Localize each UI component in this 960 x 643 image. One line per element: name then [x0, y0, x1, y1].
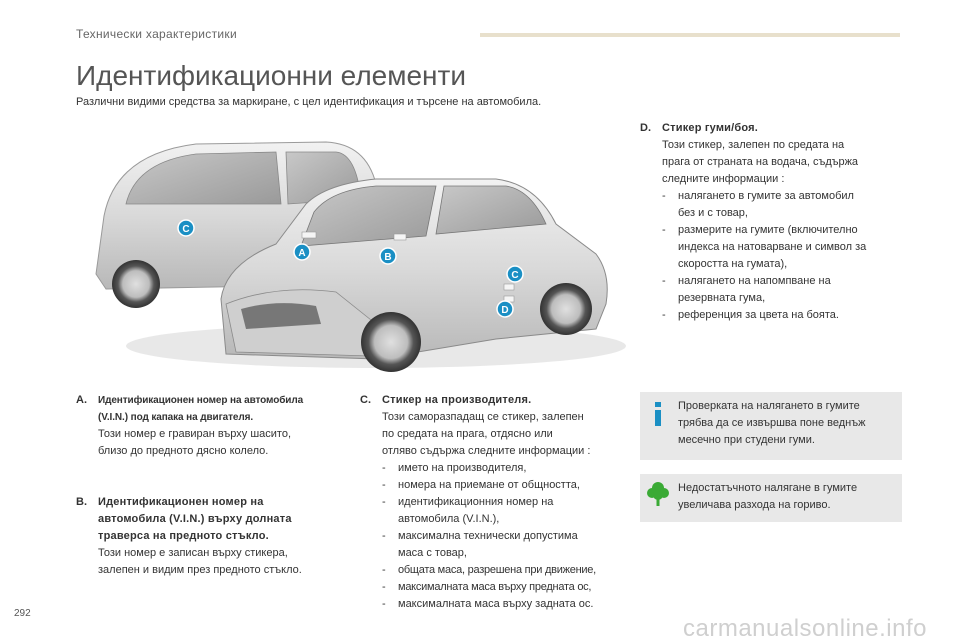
item-b-text-line1: Този номер е записан върху стикера, [98, 547, 288, 559]
item-b-title-line3: траверса на предното стъкло. [98, 530, 269, 542]
info-note-line1: Проверката на налягането в гумите [678, 400, 860, 412]
item-d-letter: D. [640, 122, 651, 134]
list-item: - общата маса, разрешена при движение, [382, 564, 596, 576]
item-a-title-line2: (V.I.N.) под капака на двигателя. [98, 412, 254, 423]
list-item: - идентификационния номер на автомобила (V.I.N.), [382, 496, 554, 525]
info-note-line3: месечно при студени гуми. [678, 434, 815, 446]
watermark: carmanualsonline.info [683, 615, 927, 642]
item-c-text-line2: по средата на прага, отдясно или [382, 428, 553, 440]
svg-text:C: C [182, 224, 190, 235]
marker-d [497, 301, 513, 317]
list-item: - налягането на напомпване на резервната гума, [662, 275, 831, 304]
item-c-list [382, 460, 632, 613]
item-d-list [662, 188, 908, 324]
car-illustration [76, 124, 626, 380]
marker-b [380, 248, 396, 264]
item-d-text-line3: следните информации : [662, 173, 785, 185]
list-item: - максимална технически допустима маса с товар, [382, 530, 578, 559]
item-a-title-line1: Идентификационен номер на автомобила [98, 395, 304, 406]
item-c-text-line1: Този саморазпадащ се стикер, залепен [382, 411, 584, 423]
eco-note-line1: Недостатъчното налягане в гумите [678, 482, 858, 494]
item-c-title: Стикер на производителя. [382, 394, 532, 406]
item-d-text-line2: прага от страната на водача, съдържа [662, 156, 859, 168]
eco-note [640, 474, 902, 522]
page-title: Идентификационни елементи [76, 60, 466, 91]
marker-c-front [507, 266, 523, 282]
item-a-text-line2: близо до предното дясно колело. [98, 445, 269, 457]
page-number: 292 [14, 608, 31, 619]
page-subtitle: Различни видими средства за маркиране, с цел идентификация и търсене на автомобила. [76, 96, 542, 108]
list-item: - максималната маса върху задната ос. [382, 598, 594, 610]
list-item: - налягането в гумите за автомобил без и с товар, [662, 190, 854, 219]
item-c-letter: C. [360, 394, 371, 406]
info-icon [646, 400, 670, 428]
item-b-title-line2: автомобила (V.I.N.) върху долната [98, 513, 292, 525]
svg-text:D: D [501, 305, 509, 316]
svg-text:B: B [384, 252, 392, 263]
header-bar [480, 33, 900, 37]
item-c-text-line3: отляво съдържа следните информации : [382, 445, 591, 457]
item-a-text-line1: Този номер е гравиран върху шасито, [98, 428, 291, 440]
svg-text:A: A [298, 248, 306, 259]
list-item: - размерите на гумите (включително индекса на натоварване и символ за скоростта на гумата), [662, 224, 867, 270]
item-d-text-line1: Този стикер, залепен по средата на [662, 139, 845, 151]
list-item: - номера на приемане от общността, [382, 479, 580, 491]
info-note [640, 392, 902, 460]
car-illustration-svg [76, 124, 626, 380]
item-b-text-line2: залепен и видим през предното стъкло. [98, 564, 302, 576]
item-a-letter: A. [76, 394, 87, 406]
item-b-title-line1: Идентификационен номер на [98, 496, 264, 508]
item-d-title: Стикер гуми/боя. [662, 122, 759, 134]
svg-text:C: C [511, 270, 519, 281]
eco-note-line2: увеличава разхода на гориво. [678, 499, 831, 511]
eco-tree-icon [646, 480, 670, 508]
section-title: Технически характеристики [76, 27, 237, 41]
list-item: - името на производителя, [382, 462, 527, 474]
list-item: - максималната маса върху предната ос, [382, 581, 592, 593]
marker-c-rear [178, 220, 194, 236]
marker-a [294, 244, 310, 260]
info-note-line2: трябва да се извършва поне веднъж [678, 417, 866, 429]
list-item: - референция за цвета на боята. [662, 309, 839, 321]
item-b-letter: B. [76, 496, 87, 508]
